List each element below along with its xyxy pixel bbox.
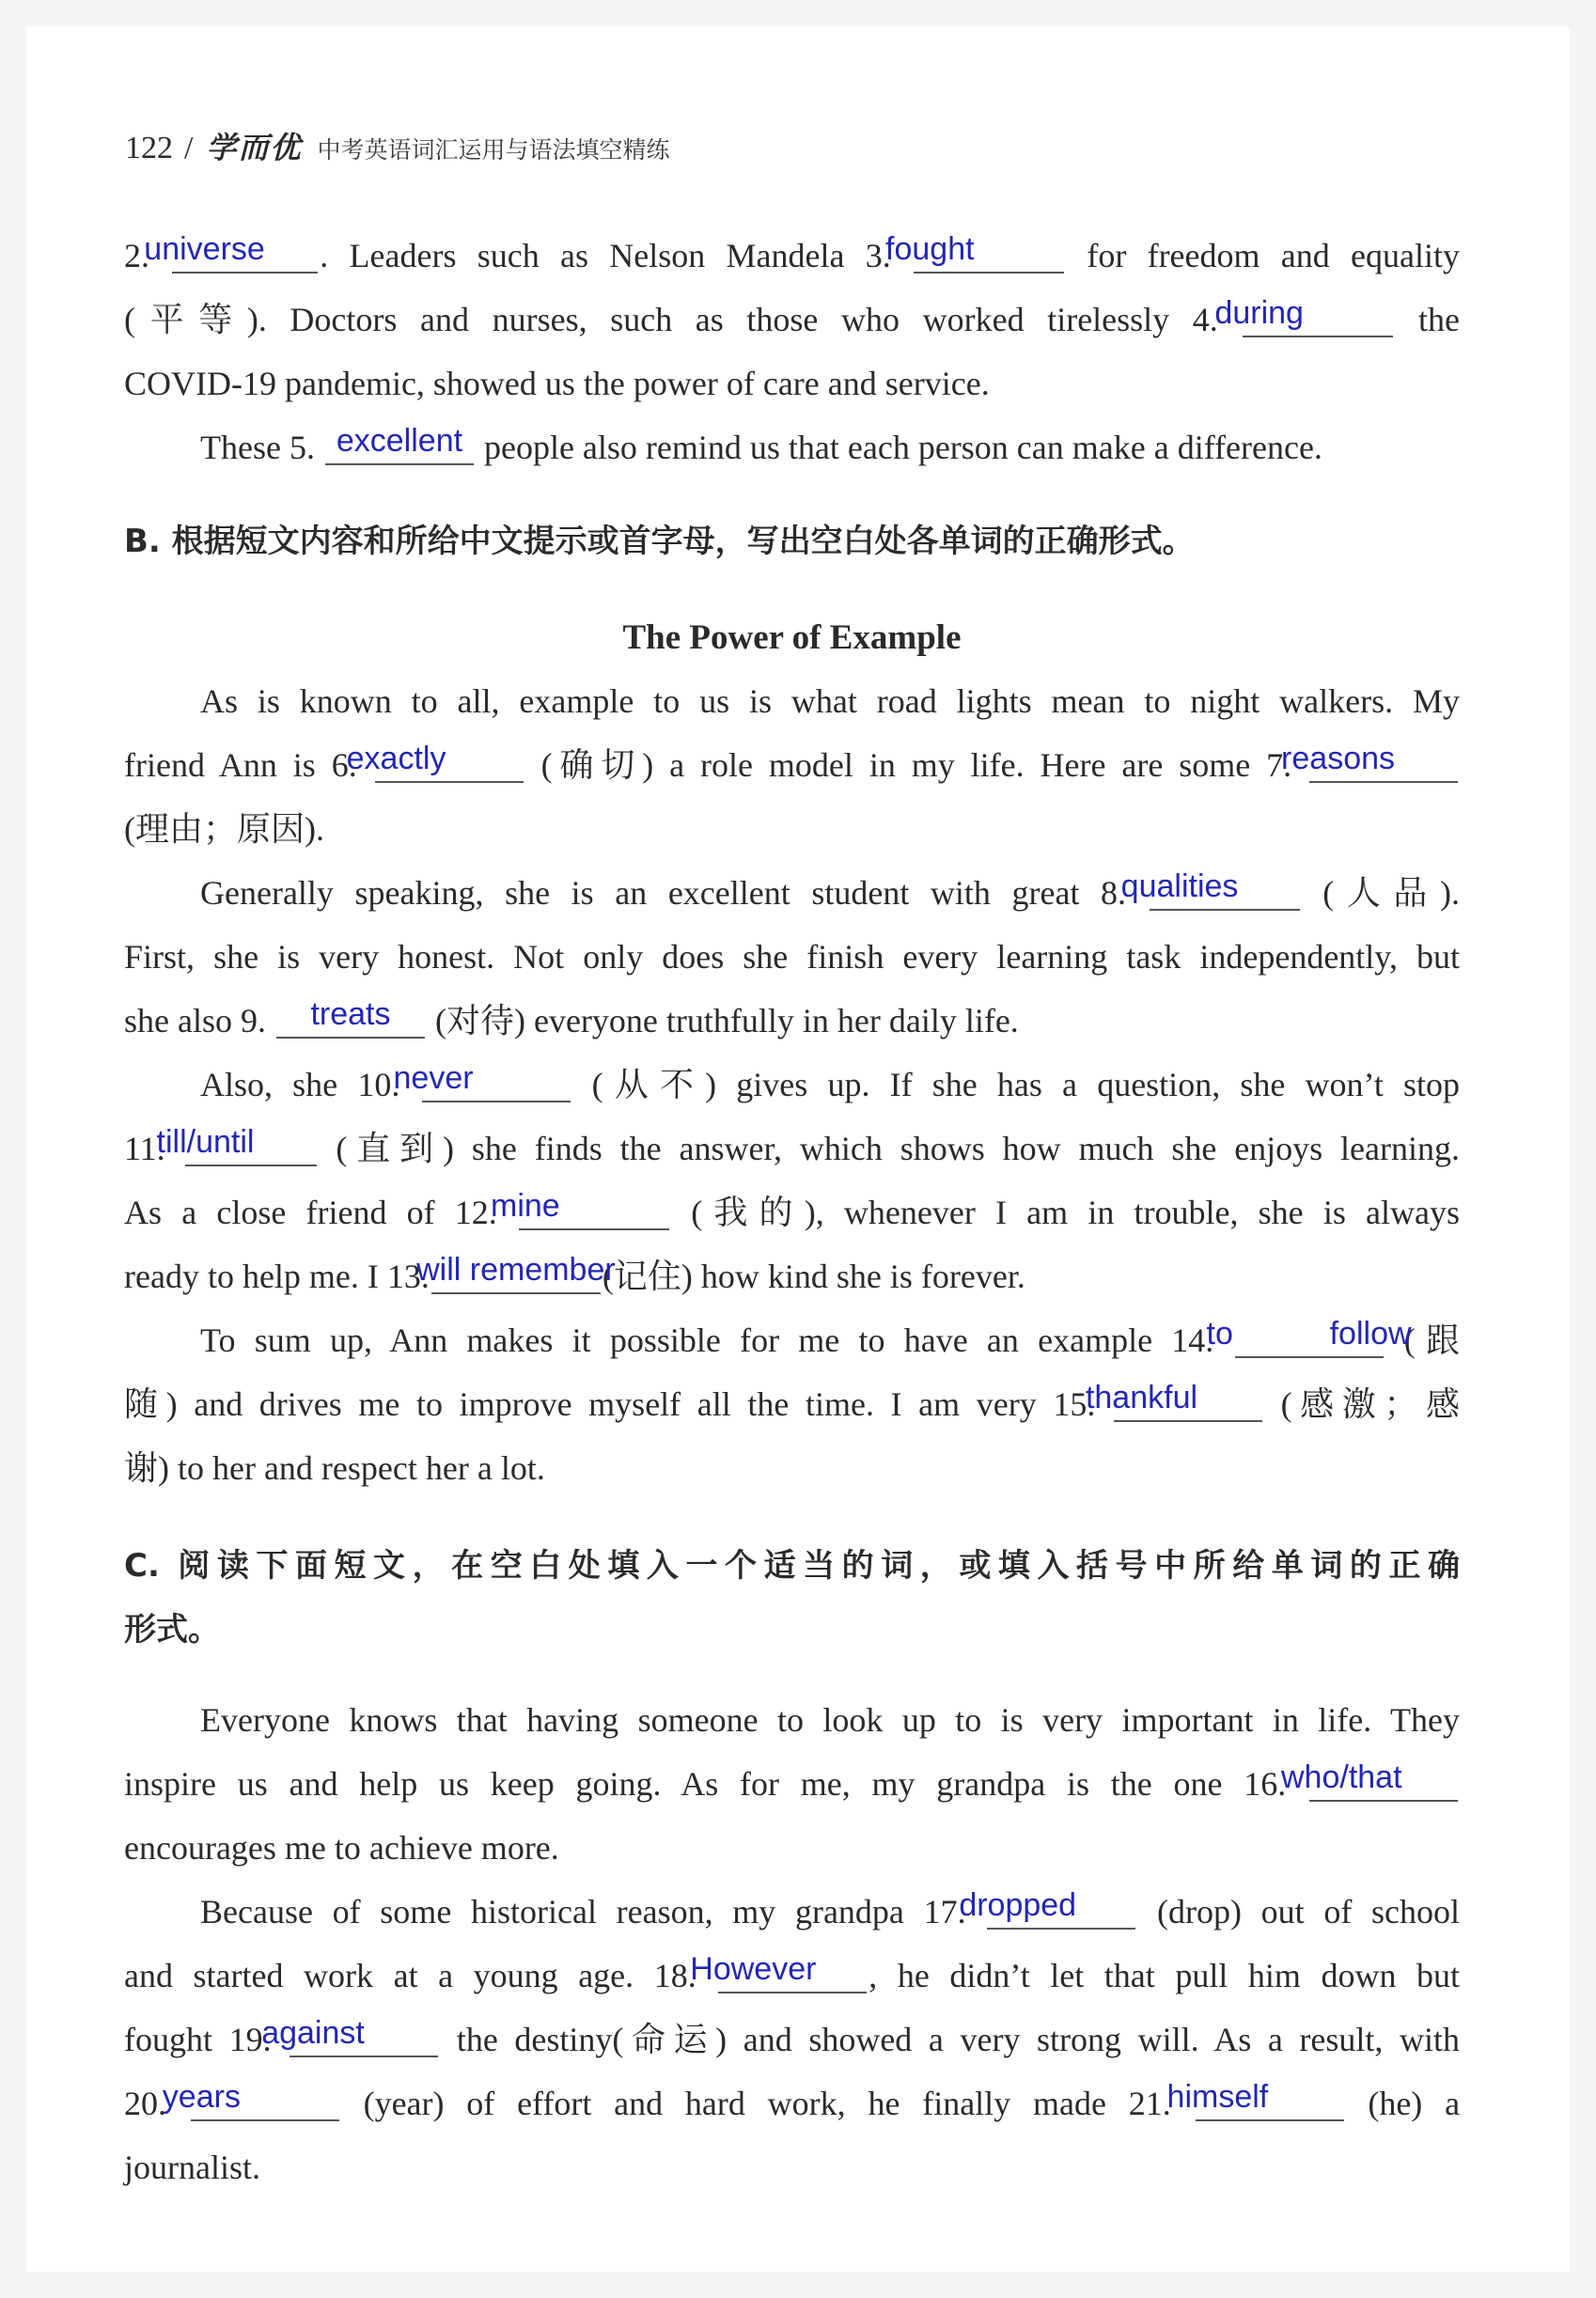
text: (确切) a role model in my life. Here are some 7. xyxy=(540,746,1292,784)
paragraph-line xyxy=(124,1953,1460,1998)
text: . Leaders such as Nelson Mandela 3. xyxy=(320,237,891,274)
book-subtitle: 中考英语词汇运用与语法填空精练 xyxy=(317,136,670,164)
text: (人品). xyxy=(1322,874,1461,912)
text: (跟 xyxy=(1403,1321,1461,1359)
answer-text: thankful xyxy=(1085,1380,1198,1415)
text: fought 19. xyxy=(124,2021,272,2058)
text: These 5. xyxy=(200,429,315,466)
answer-blank[interactable] xyxy=(1281,1759,1458,1802)
text: (对待) everyone truthfully in her daily life. xyxy=(434,1002,1019,1040)
answer-blank[interactable] xyxy=(162,2079,339,2121)
answer-blank[interactable] xyxy=(325,423,474,465)
answer-blank[interactable] xyxy=(156,1124,317,1166)
answer-blank[interactable] xyxy=(261,2015,438,2057)
paragraph-line xyxy=(124,1190,1460,1235)
section-c-heading: C. 阅读下面短文，在空白处填入一个适当的词，或填入括号中所给单词的正确 xyxy=(124,1547,1460,1585)
text: (he) a xyxy=(1368,2085,1461,2122)
text: (我的), whenever I am in trouble, she is always xyxy=(691,1194,1460,1231)
paragraph-line xyxy=(124,1382,1460,1427)
text: and started work at a young age. 18. xyxy=(124,1957,696,1994)
text: the destiny(命运) and showed a very strong will. As a result, with xyxy=(456,2021,1461,2058)
text: (从不) gives up. If she has a question, she won’t stop xyxy=(591,1066,1461,1103)
answer-blank[interactable] xyxy=(276,996,425,1039)
paragraph-line xyxy=(124,870,1460,915)
text: 2. xyxy=(124,237,149,274)
text: (感激；感 xyxy=(1280,1385,1461,1423)
answer-text: However xyxy=(690,1951,817,1987)
text: she also 9. xyxy=(124,1002,266,1040)
page-header xyxy=(125,124,669,169)
passage-title: The Power of Example xyxy=(622,618,962,657)
answer-text: himself xyxy=(1166,2079,1269,2115)
text: , he didn’t let that pull him down but xyxy=(868,1957,1461,1994)
section-c-heading-cont: 形式。 xyxy=(124,1611,220,1649)
answer-text: mine xyxy=(491,1188,560,1224)
paragraph-line: First, she is very honest. Not only does she finish every learning task independently, but xyxy=(124,938,1460,976)
text: ready to help me. I 13. xyxy=(124,1258,430,1295)
paragraph-line xyxy=(124,1126,1460,1171)
text: inspire us and help us keep going. As for me, my grandpa is the one 16. xyxy=(124,1765,1287,1803)
answer-text: treats xyxy=(310,996,391,1032)
answer-text: dropped xyxy=(959,1887,1077,1923)
header-slash: / xyxy=(184,131,194,165)
answer-blank[interactable] xyxy=(1166,2079,1344,2121)
text: friend Ann is 6. xyxy=(124,746,357,784)
paragraph-line xyxy=(124,743,1460,788)
paragraph-line xyxy=(124,998,1460,1043)
answer-text: will remember xyxy=(416,1252,616,1288)
paragraph-line: encourages me to achieve more. xyxy=(124,1829,559,1867)
brand-logo: 学而优 xyxy=(206,130,303,165)
text: (平等). Doctors and nurses, such as those who worked tirelessly 4. xyxy=(124,301,1218,338)
text: (记住) how kind she is forever. xyxy=(602,1258,1025,1295)
answer-text: years xyxy=(162,2079,241,2115)
text: COVID-19 pandemic, showed us the power of care and service. xyxy=(124,365,990,402)
paragraph-line xyxy=(124,297,1460,342)
paragraph-line xyxy=(124,2017,1460,2062)
answer-text: universe xyxy=(144,231,265,267)
answer-text: to follow xyxy=(1206,1316,1412,1352)
answer-text: never xyxy=(393,1060,474,1096)
paragraph-line xyxy=(124,2081,1460,2126)
answer-text: excellent xyxy=(336,423,463,459)
answer-blank[interactable] xyxy=(1214,295,1393,337)
paragraph-line xyxy=(124,425,1460,470)
answer-blank[interactable] xyxy=(1281,741,1458,783)
answer-blank[interactable] xyxy=(959,1887,1135,1930)
answer-text: who/that xyxy=(1281,1759,1402,1795)
paragraph-line: As is known to all, example to us is what road lights mean to night walkers. My xyxy=(200,682,1460,720)
paragraph-line: journalist. xyxy=(124,2149,260,2186)
paragraph-line xyxy=(124,361,1460,406)
answer-text: fought xyxy=(885,231,975,267)
answer-text: qualities xyxy=(1120,868,1239,904)
answer-blank[interactable] xyxy=(416,1252,616,1294)
answer-blank[interactable] xyxy=(1085,1380,1262,1422)
text: 11. xyxy=(124,1130,165,1167)
answer-blank[interactable] xyxy=(690,1951,867,1993)
text: people also remind us that each person can make a difference. xyxy=(483,429,1322,466)
text: (直到) she finds the answer, which shows how much she enjoys learning. xyxy=(336,1130,1461,1167)
text: (year) of effort and hard work, he finally made 21. xyxy=(363,2085,1171,2122)
paragraph-line xyxy=(124,1318,1460,1363)
paragraph-line xyxy=(124,1062,1460,1107)
paragraph-line: Everyone knows that having someone to look up to is very important in life. They xyxy=(200,1701,1460,1739)
answer-text: against xyxy=(261,2015,365,2051)
answer-blank[interactable] xyxy=(1120,868,1300,911)
text: for freedom and equality xyxy=(1087,237,1461,274)
text: 20. xyxy=(124,2085,166,2122)
answer-text: till/until xyxy=(156,1124,255,1160)
paragraph-line xyxy=(124,1254,1460,1299)
answer-blank[interactable] xyxy=(885,231,1064,274)
text: As a close friend of 12. xyxy=(124,1194,497,1231)
text: Also, she 10. xyxy=(200,1066,400,1103)
answer-blank[interactable] xyxy=(346,741,524,783)
paragraph-line xyxy=(124,233,1460,278)
answer-blank[interactable] xyxy=(491,1188,669,1230)
answer-text: reasons xyxy=(1281,741,1396,776)
text: 随) and drives me to improve myself all the time. I am very 15. xyxy=(124,1385,1096,1423)
answer-text: during xyxy=(1214,295,1304,331)
text: Because of some historical reason, my grandpa 17. xyxy=(200,1893,966,1931)
text: the xyxy=(1418,301,1461,338)
paragraph-line xyxy=(124,1761,1460,1806)
paragraph-line: (理由；原因). xyxy=(124,810,324,848)
text: Generally speaking, she is an excellent student with great 8. xyxy=(200,874,1127,912)
answer-text: exactly xyxy=(346,741,446,776)
text: To sum up, Ann makes it possible for me to have an example 14. xyxy=(200,1321,1214,1359)
answer-blank[interactable] xyxy=(144,231,318,274)
text: (drop) out of school xyxy=(1157,1893,1461,1931)
answer-blank[interactable] xyxy=(1206,1316,1412,1358)
paragraph-line xyxy=(124,1889,1460,1934)
section-b-heading: B. 根据短文内容和所给中文提示或首字母，写出空白处各单词的正确形式。 xyxy=(124,523,1195,560)
paragraph-line: 谢) to her and respect her a lot. xyxy=(124,1449,545,1487)
answer-blank[interactable] xyxy=(393,1060,571,1102)
page-number: 122 xyxy=(125,131,173,165)
